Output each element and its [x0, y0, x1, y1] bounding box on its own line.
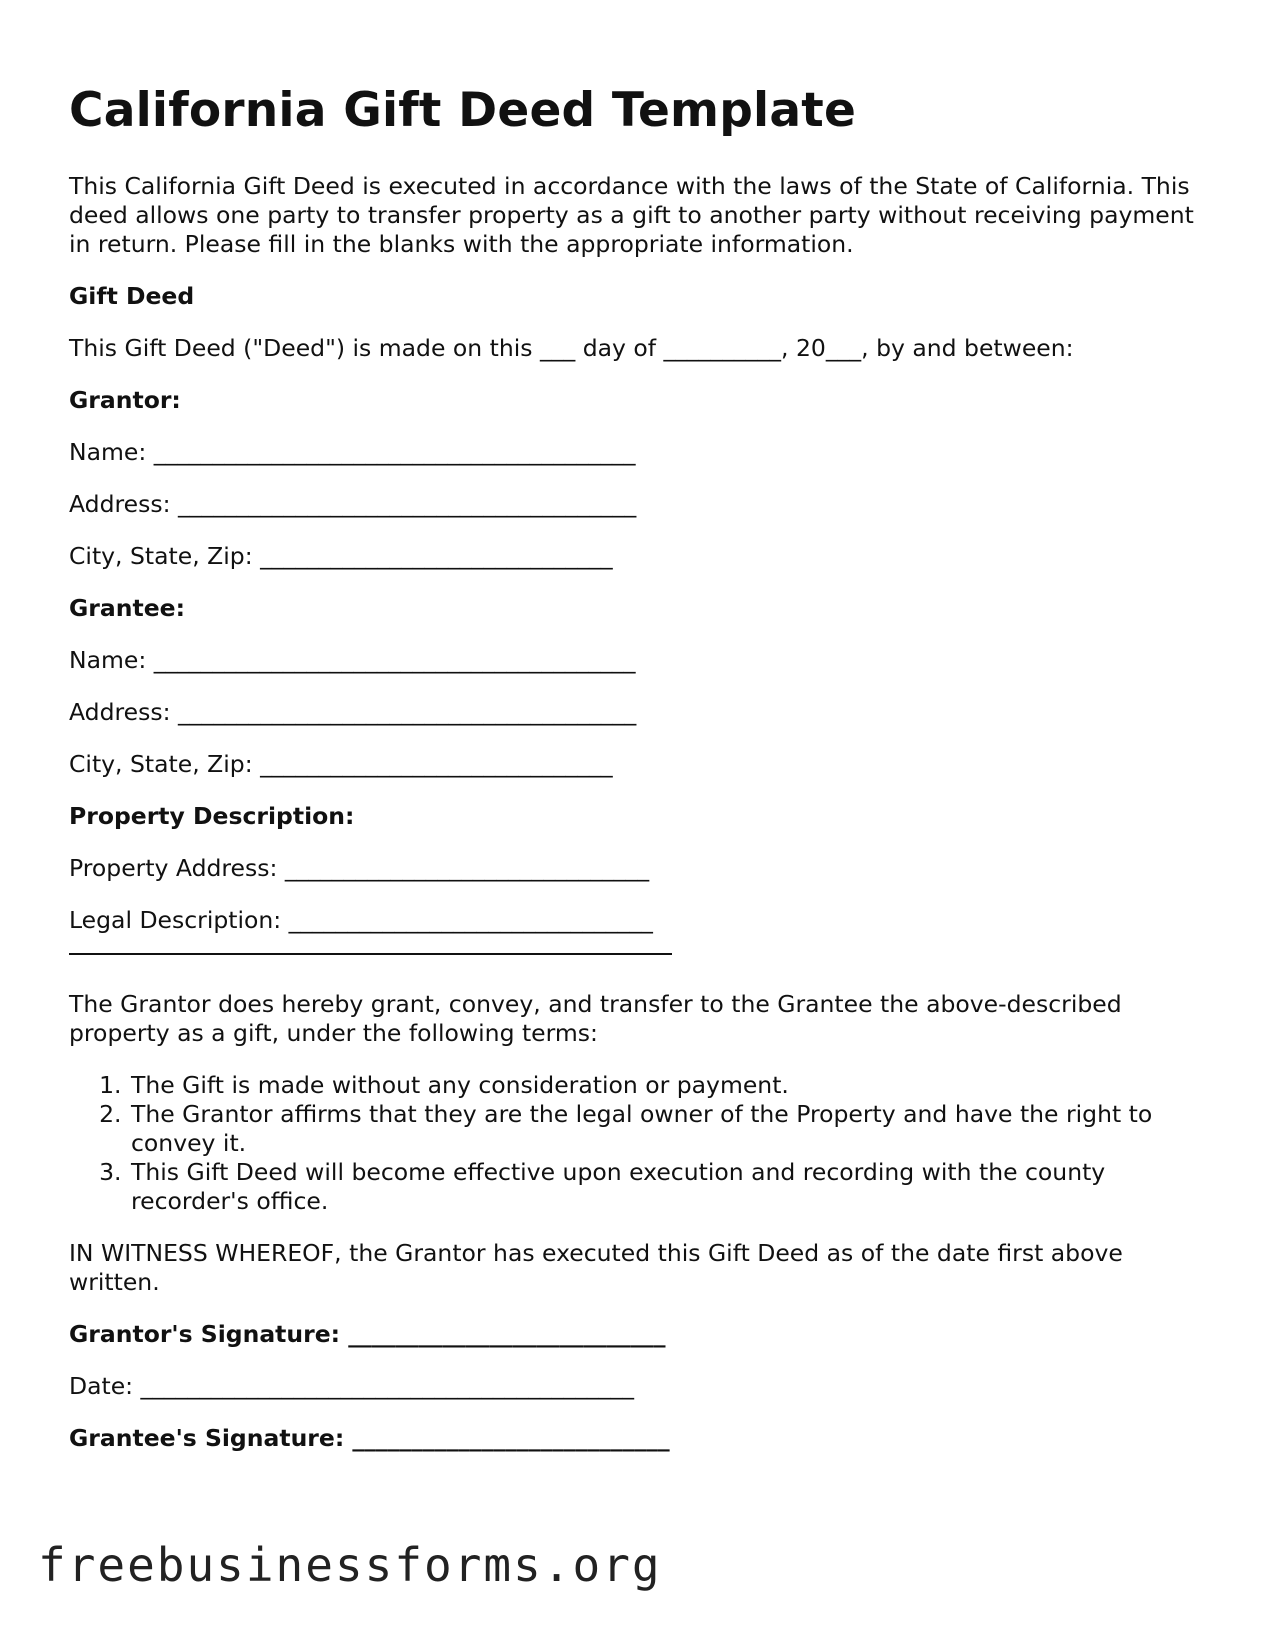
made-on-line: This Gift Deed ("Deed") is made on this ___ day of __________, 20___, by and between:: [69, 334, 1074, 363]
document-title: California Gift Deed Template: [69, 83, 857, 138]
date-field[interactable]: Date: __________________________________________: [69, 1372, 635, 1401]
grantor-address-field[interactable]: Address: _______________________________________: [69, 490, 637, 519]
gift-deed-heading: Gift Deed: [69, 282, 195, 311]
list-item: 2. The Grantor affirms that they are the legal owner of the Property and have the right to convey it.: [129, 1100, 1199, 1158]
grantor-city-state-zip-field[interactable]: City, State, Zip: ______________________________: [69, 542, 613, 571]
legal-description-continuation-line[interactable]: [69, 953, 672, 955]
document-page: [69, 84, 1199, 1476]
witness-statement: IN WITNESS WHEREOF, the Grantor has executed this Gift Deed as of the date first above written.: [69, 1239, 1123, 1297]
legal-description-field[interactable]: Legal Description: _______________________________: [69, 906, 653, 935]
grantee-city-state-zip-field[interactable]: City, State, Zip: ______________________________: [69, 750, 613, 779]
grant-statement: The Grantor does hereby grant, convey, and transfer to the Grantee the above-described property as a gift, under the following terms:: [69, 990, 1122, 1048]
grantor-heading: Grantor:: [69, 386, 181, 415]
list-item: 1. The Gift is made without any consideration or payment.: [129, 1071, 1199, 1100]
grantee-signature-field[interactable]: Grantee's Signature: ___________________________: [69, 1424, 670, 1453]
watermark: freebusinessforms.org: [38, 1538, 662, 1592]
list-item: 3. This Gift Deed will become effective upon execution and recording with the county recorder's office.: [129, 1158, 1199, 1216]
grantee-heading: Grantee:: [69, 594, 185, 623]
terms-list: [69, 1071, 1199, 1216]
grantor-name-field[interactable]: Name: _________________________________________: [69, 438, 636, 467]
property-address-field[interactable]: Property Address: _______________________________: [69, 854, 650, 883]
property-heading: Property Description:: [69, 802, 355, 831]
grantee-address-field[interactable]: Address: _______________________________________: [69, 698, 637, 727]
intro-paragraph: This California Gift Deed is executed in accordance with the laws of the State of California. This deed allows one party to transfer property as a gift to another party without receiving payment in return. Please fill in the blanks with the appropriate information.: [69, 172, 1194, 259]
grantee-name-field[interactable]: Name: _________________________________________: [69, 646, 636, 675]
grantor-signature-field[interactable]: Grantor's Signature: ___________________________: [69, 1320, 666, 1349]
